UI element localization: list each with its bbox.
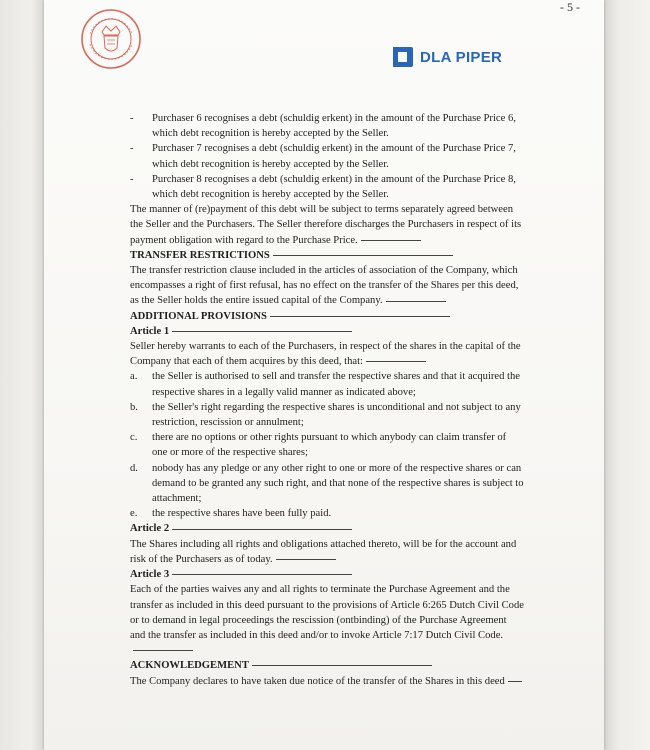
table-surface-right xyxy=(604,0,650,750)
filler-line xyxy=(508,681,522,682)
heading-article-1 xyxy=(130,324,524,339)
transfer-text: The transfer restriction clause included in the articles of association of the Company, which encompasses a right of first refusal, has no effect on the transfer of the Shares per this deed, as the Seller holds the entire issued capital of the Company. xyxy=(130,265,519,307)
article-3-text: Each of the parties waives any and all rights to terminate the Purchase Agreement and the transfer as included in this deed pursuant to the provisions of Article 6:265 Dutch Civil Code or to demand in legal proceedings the rescission (ontbinding) of the Purchase Agreement and the transfer as included in this deed and/or to invoke Article 7:17 Dutch Civil Code. xyxy=(130,584,524,641)
purchaser-8-clause xyxy=(130,172,524,202)
filler-line xyxy=(386,301,446,302)
clause-text: Purchaser 8 recognises a debt (schuldig erkent) in the amount of the Purchase Price 8, which debt recognition is hereby accepted by the Seller. xyxy=(152,173,516,201)
warranty-item-a xyxy=(130,369,524,399)
item-text: there are no options or other rights pursuant to which anybody can claim transfer of one or more of the respective shares; xyxy=(152,432,507,459)
filler-line xyxy=(361,240,421,241)
transfer-restriction-paragraph xyxy=(130,263,524,309)
item-text: the respective shares have been fully paid. xyxy=(152,508,332,520)
article-3-paragraph xyxy=(130,582,524,658)
notary-seal-stamp xyxy=(80,8,142,70)
logo-wordmark: DLA PIPER xyxy=(420,48,503,66)
repayment-paragraph xyxy=(130,202,524,248)
heading-transfer-restrictions xyxy=(130,248,524,263)
filler-line xyxy=(366,361,426,362)
item-marker: e. xyxy=(130,508,138,520)
filler-line xyxy=(172,331,352,332)
article-2-text: The Shares including all rights and obligations attached thereto, will be for the account and risk of the Purchasers as of today. xyxy=(130,538,517,565)
table-surface-left xyxy=(0,0,44,750)
item-text: the Seller's right regarding the respective shares is unconditional and not subject to any restriction, rescission or annulment; xyxy=(152,401,521,429)
item-text: the Seller is authorised to sell and transfer the respective shares and that it acquired the respective shares in a legally valid manner as indicated above; xyxy=(152,371,521,398)
warranty-item-b xyxy=(130,400,524,430)
dla-piper-logo-mark xyxy=(390,44,416,70)
filler-line xyxy=(172,574,352,575)
item-marker: d. xyxy=(130,462,138,474)
article-2-paragraph xyxy=(130,537,524,567)
acknowledgement-text: The Company declares to have taken due notice of the transfer of the Shares in this deed xyxy=(130,675,505,687)
repayment-text: The manner of (re)payment of this debt will be subject to terms separately agreed between the Seller and the Purchasers. The Seller therefore discharges the Purchasers in respect of its payment obligation with regard to the Purchase Price. xyxy=(130,204,522,246)
heading-text: Article 2 xyxy=(130,523,170,535)
item-text: nobody has any pledge or any other right to one or more of the respective shares or can demand to be granted any such right, and that none of the respective shares is subject to attachment; xyxy=(152,462,524,505)
clause-text: Purchaser 7 recognises a debt (schuldig erkent) in the amount of the Purchase Price 7, which debt recognition is hereby accepted by the Seller. xyxy=(152,143,516,170)
heading-text: ACKNOWLEDGEMENT xyxy=(130,660,249,672)
heading-text: Article 3 xyxy=(130,569,170,581)
heading-text: TRANSFER RESTRICTIONS xyxy=(130,249,270,261)
filler-line xyxy=(133,650,193,651)
heading-additional-provisions xyxy=(130,309,524,324)
dla-piper-logo xyxy=(390,34,502,80)
page-number: - 5 - xyxy=(560,0,580,14)
warranty-intro xyxy=(130,339,524,369)
heading-acknowledgement xyxy=(130,658,524,673)
bullet-dash: - xyxy=(130,173,134,185)
acknowledgement-paragraph xyxy=(130,674,524,689)
heading-article-2 xyxy=(130,521,524,536)
heading-article-3 xyxy=(130,567,524,582)
item-marker: b. xyxy=(130,401,138,413)
purchaser-6-clause xyxy=(130,111,524,141)
bullet-dash: - xyxy=(130,113,134,124)
item-marker: a. xyxy=(130,371,138,383)
heading-text: ADDITIONAL PROVISIONS xyxy=(130,310,267,322)
warranty-item-e xyxy=(130,506,524,521)
deed-text-body xyxy=(130,111,524,689)
filler-line xyxy=(172,529,352,530)
clause-text: Purchaser 6 recognises a debt (schuldig erkent) in the amount of the Purchase Price 6, which debt recognition is hereby accepted by the Seller. xyxy=(152,113,516,140)
filler-line xyxy=(276,559,336,560)
filler-line xyxy=(273,255,453,256)
item-marker: c. xyxy=(130,432,138,444)
warranty-intro-text: Seller hereby warrants to each of the Purchasers, in respect of the shares in the capital of the Company that each of them acquires by this deed, that: xyxy=(130,341,521,368)
heading-text: Article 1 xyxy=(130,325,170,337)
warranty-item-d xyxy=(130,461,524,507)
filler-line xyxy=(252,665,432,666)
bullet-dash: - xyxy=(130,143,134,155)
purchaser-7-clause xyxy=(130,141,524,171)
filler-line xyxy=(270,316,450,317)
warranty-item-c xyxy=(130,430,524,460)
